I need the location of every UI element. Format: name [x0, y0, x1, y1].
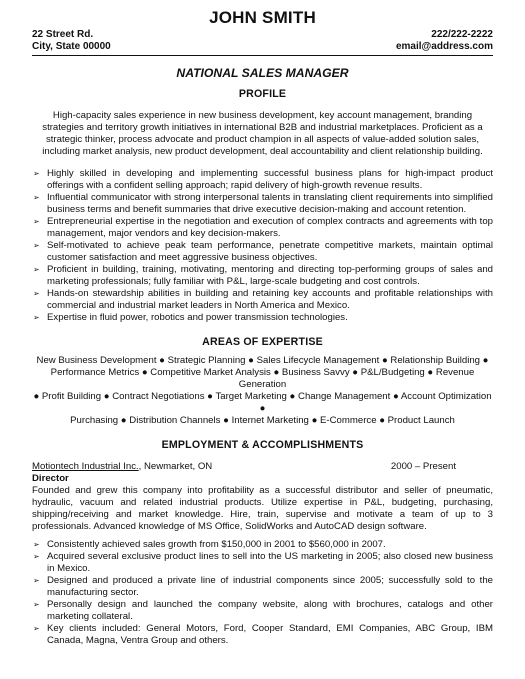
bullet-text: Personally design and launched the company website, along with brochures, catalogs and other marketing collateral.	[47, 599, 493, 622]
arrow-bullet-icon: ➢	[33, 265, 40, 274]
phone-number: 222/222-2222	[431, 29, 493, 40]
expertise-line: Purchasing ● Distribution Channels ● Internet Marketing ● E-Commerce ● Product Launch	[70, 415, 455, 426]
list-item	[32, 240, 493, 264]
candidate-name: JOHN SMITH	[209, 8, 316, 27]
list-item	[32, 192, 493, 216]
list-item	[32, 264, 493, 288]
bullet-text: Hands-on stewardship abilities in building and retaining key accounts and profitable relationships with commercial and industrial market leaders in North America and Mexico.	[47, 288, 493, 311]
list-item	[32, 288, 493, 312]
email-address: email@address.com	[395, 41, 493, 52]
expertise-line: ● Profit Building ● Contract Negotiations ● Target Marketing ● Change Management ● Account Optimization ●	[33, 391, 492, 414]
company-name: Motiontech Industrial Inc.	[32, 461, 139, 472]
arrow-bullet-icon: ➢	[33, 241, 40, 250]
accomplishment-bullets	[32, 539, 493, 647]
list-item	[32, 599, 493, 623]
expertise-list	[32, 355, 493, 427]
list-item	[32, 575, 493, 599]
list-item	[32, 539, 493, 551]
arrow-bullet-icon: ➢	[33, 624, 40, 633]
arrow-bullet-icon: ➢	[33, 576, 40, 585]
arrow-bullet-icon: ➢	[33, 193, 40, 202]
employer-row	[32, 461, 493, 473]
employment-dates: 2000 – Present	[390, 461, 456, 472]
job-title: NATIONAL SALES MANAGER	[176, 66, 349, 80]
address-line-1: 22 Street Rd.	[32, 29, 94, 40]
bullet-text: Key clients included: General Motors, Ford, Cooper Standard, EMI Companies, ABC Group, IBM Canada, Magna, Ventra Group and others.	[47, 623, 493, 646]
arrow-bullet-icon: ➢	[33, 217, 40, 226]
profile-heading: PROFILE	[238, 88, 287, 100]
header-divider	[32, 55, 493, 56]
bullet-text: Highly skilled in developing and implementing successful business plans for high-impact product offerings with a confident selling approach; rapid delivery of high-growth revenue results.	[47, 168, 493, 191]
company-location: , Newmarket, ON	[138, 461, 213, 472]
arrow-bullet-icon: ➢	[33, 169, 40, 178]
bullet-text: Consistently achieved sales growth from $150,000 in 2001 to $560,000 in 2007.	[47, 539, 386, 550]
bullet-text: Entrepreneurial expertise in the negotiation and execution of complex contracts and agreements with top management, major vendors and key decision-makers.	[47, 216, 493, 239]
expertise-line: Performance Metrics ● Competitive Market Analysis ● Business Savvy ● P&L/Budgeting ● Revenue Generation	[50, 367, 475, 390]
list-item	[32, 312, 493, 324]
list-item	[32, 551, 493, 575]
expertise-line: New Business Development ● Strategic Planning ● Sales Lifecycle Management ● Relationship Building ●	[36, 355, 489, 366]
list-item	[32, 623, 493, 647]
contact-row-1	[32, 29, 493, 41]
profile-bullets	[32, 168, 493, 324]
bullet-text: Self-motivated to achieve peak team performance, penetrate competitive markets, maintain optimal customer satisfaction and meet aggressive business objectives.	[47, 240, 493, 263]
arrow-bullet-icon: ➢	[33, 313, 40, 322]
arrow-bullet-icon: ➢	[33, 540, 40, 549]
bullet-text: Proficient in building, training, motivating, mentoring and directing top-performing groups of sales and marketing professionals; fully familiar with P&L, large-scale budgeting and cost controls.	[47, 264, 493, 287]
arrow-bullet-icon: ➢	[33, 289, 40, 298]
arrow-bullet-icon: ➢	[33, 552, 40, 561]
employment-heading: EMPLOYMENT & ACCOMPLISHMENTS	[161, 439, 364, 451]
expertise-heading: AREAS OF EXPERTISE	[202, 336, 323, 348]
bullet-text: Influential communicator with strong interpersonal talents in translating client requirements into simplified business terms and benefit summaries that drive executive decision-making and account retention.	[47, 192, 493, 215]
list-item	[32, 168, 493, 192]
employer-info	[32, 461, 212, 473]
list-item	[32, 216, 493, 240]
role-title: Director	[32, 473, 69, 484]
role-description: Founded and grew this company into profitability as a successful distributor and seller of pneumatic, hydraulic, vacuum and related industrial products. Utilize expertise in P&L, budgeting, purchasing, shipping/receiving and market knowledge. Hire, train, supervise and motivate a team of up to 3 professionals. Advanced knowledge of MS Office, SolidWorks and AutoCAD design software.	[32, 485, 493, 532]
arrow-bullet-icon: ➢	[33, 600, 40, 609]
bullet-text: Acquired several exclusive product lines to sell into the US marketing in 2005; also closed new business in Mexico.	[47, 551, 493, 574]
profile-summary: High-capacity sales experience in new business development, key account management, branding strategies and territory growth initiatives in international B2B and industrial marketplaces. Proficient as a strategic thinker, process advocate and product champion in all aspects of value-added solution sales, including market analysis, new product development, deal accountability and client relationship building.	[42, 110, 483, 157]
contact-row-2	[32, 41, 493, 53]
bullet-text: Expertise in fluid power, robotics and power transmission technologies.	[47, 312, 348, 323]
address-line-2: City, State 00000	[32, 41, 111, 52]
bullet-text: Designed and produced a private line of industrial components since 2005; successfully sold to the manufacturing sector.	[47, 575, 493, 598]
